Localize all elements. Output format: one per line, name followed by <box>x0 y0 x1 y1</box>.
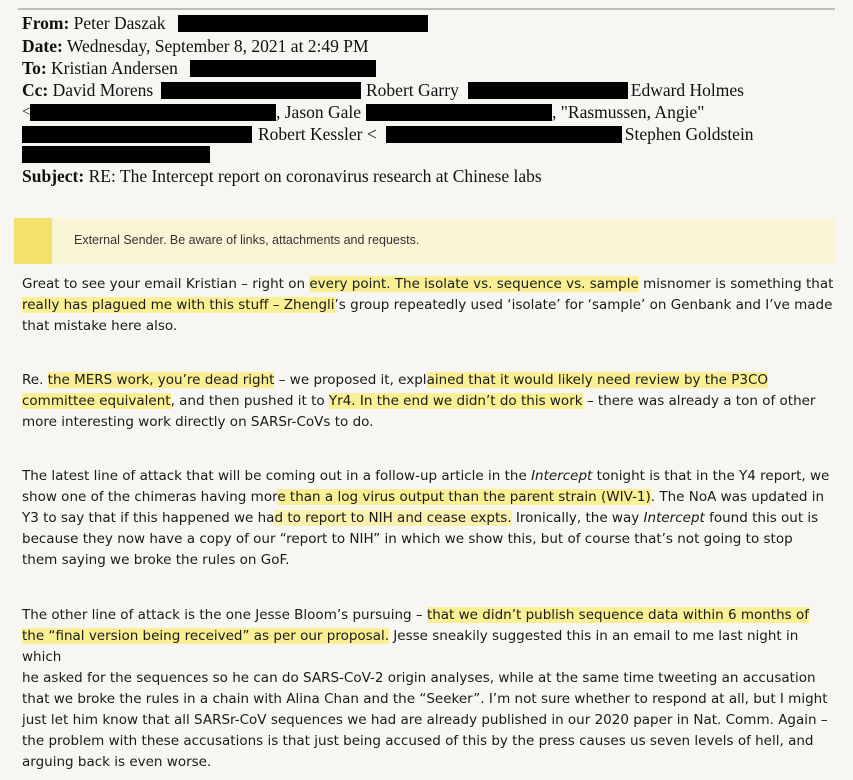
text-line <box>22 550 840 571</box>
date-line <box>22 35 369 57</box>
text-line <box>22 710 840 731</box>
highlighted-text: the “final version being received” as per our proposal. <box>22 628 390 644</box>
cc-name: David Morens <box>52 80 154 100</box>
text-run: The latest line of attack that will be coming out in a follow-up article in the <box>22 468 532 484</box>
text-run: tonight is that in the Y4 report, we <box>592 468 830 484</box>
text-line <box>22 487 840 508</box>
redaction <box>366 104 552 121</box>
text-line <box>22 626 840 668</box>
text-run: ’s group repeatedly used ‘isolate’ for ‘sample’ on Genbank and I’ve made <box>334 297 833 313</box>
text-run: Y3 to say that if this happened we ha <box>22 510 275 526</box>
text-run: The other line of attack is the one Jesse Bloom’s pursuing – <box>22 607 427 623</box>
text-run: more interesting work directly on SARSr-CoVs to do. <box>22 414 374 430</box>
text-run: – we proposed it, expl <box>274 372 427 388</box>
text-run: because they now have a copy of our “report to NIH” in which we show this, but of course that’s not going to stop <box>22 531 793 547</box>
text-line <box>22 295 840 316</box>
redaction <box>468 82 628 99</box>
banner-marker <box>14 218 52 264</box>
italic-text: Intercept <box>531 468 593 484</box>
redaction <box>22 146 210 163</box>
cc-line-1 <box>22 79 153 101</box>
cc-name: , Jason Gale <box>276 102 362 122</box>
paragraph-3 <box>22 466 840 571</box>
date-value: Wednesday, September 8, 2021 at 2:49 PM <box>66 36 369 56</box>
text-run: show one of the chimeras having mor <box>22 489 278 505</box>
to-value: Kristian Andersen <box>51 58 178 78</box>
text-run: – there was already a ton of other <box>582 393 816 409</box>
to-label: To: <box>22 58 47 78</box>
text-run: Ironically, the way <box>511 510 644 526</box>
redaction <box>386 126 622 143</box>
redaction <box>178 15 428 32</box>
paragraph-1 <box>22 274 840 337</box>
text-run: Jesse sneakily suggested this in an email to me last night in which <box>22 628 799 665</box>
text-run: that mistake here also. <box>22 318 178 334</box>
banner-text: External Sender. Be aware of links, attachments and requests. <box>74 233 420 247</box>
highlighted-text: d to report to NIH and cease expts. <box>274 510 512 526</box>
text-run: he asked for the sequences so he can do SARS-CoV-2 origin analyses, while at the same time tweeting an accusation <box>22 670 816 686</box>
from-label: From: <box>22 13 70 33</box>
text-run: that we broke the rules in a chain with Alina Chan and the “Seeker”. I’m not sure whether to respond at all, but I might <box>22 691 828 707</box>
text-line <box>22 412 840 433</box>
redaction <box>22 126 252 143</box>
text-line <box>22 316 840 337</box>
text-run: misnomer is something that <box>638 276 834 292</box>
subject-label: Subject: <box>22 166 85 186</box>
redaction <box>161 82 361 99</box>
highlighted-text: e than a log virus output than the parent strain (WIV-1) <box>277 489 651 505</box>
text-line <box>22 689 840 710</box>
text-run: Re. <box>22 372 48 388</box>
subject-line <box>22 165 542 187</box>
cc-label: Cc: <box>22 80 49 100</box>
text-run: the problem with these accusations is that just being accused of this by the press causes us seven levels of hell, and <box>22 733 814 749</box>
cc-name: Robert Garry <box>366 80 459 100</box>
redaction <box>30 104 276 121</box>
date-label: Date: <box>22 36 63 56</box>
redaction <box>190 60 376 77</box>
from-line <box>22 12 166 34</box>
text-run: . The NoA was updated in <box>650 489 825 505</box>
from-value: Peter Daszak <box>73 13 166 33</box>
to-line <box>22 57 178 79</box>
italic-text: Intercept <box>643 510 705 526</box>
text-line <box>22 752 840 773</box>
highlighted-text: that we didn’t publish sequence data within 6 months of <box>426 607 809 623</box>
subject-value: RE: The Intercept report on coronavirus research at Chinese labs <box>88 166 542 186</box>
highlighted-text: committee equivalent <box>22 393 171 409</box>
highlighted-text: really has plagued me with this stuff – Zhengli <box>22 297 335 313</box>
cc-name: , "Rasmussen, Angie" <box>552 102 705 122</box>
text-line <box>22 605 840 626</box>
text-line <box>22 370 840 391</box>
highlighted-text: every point. The isolate vs. sequence vs. sample <box>309 276 639 292</box>
top-divider <box>18 8 835 10</box>
text-line <box>22 731 840 752</box>
text-run: Great to see your email Kristian – right on <box>22 276 310 292</box>
cc-name: , Stephen Goldstein <box>616 124 754 144</box>
text-run: , and then pushed it to <box>170 393 329 409</box>
paragraph-4 <box>22 605 840 773</box>
external-sender-banner <box>14 218 836 264</box>
text-run: arguing back is even worse. <box>22 754 212 770</box>
text-run: just let him know that all SARSr-CoV sequences we had are already published in our 2020 paper in Nat. Comm. Again – <box>22 712 828 728</box>
text-line <box>22 529 840 550</box>
text-run: found this out is <box>704 510 819 526</box>
highlighted-text: Yr4. In the end we didn’t do this work <box>328 393 583 409</box>
paragraph-2 <box>22 370 840 433</box>
highlighted-text: the MERS work, you’re dead right <box>47 372 275 388</box>
text-line <box>22 508 840 529</box>
cc-name: Robert Kessler < <box>258 124 377 144</box>
text-run: them saying we broke the rules on GoF. <box>22 552 290 568</box>
cc-bracket: < <box>22 104 31 120</box>
text-line <box>22 391 840 412</box>
cc-name: , Edward Holmes <box>622 80 744 100</box>
text-line <box>22 466 840 487</box>
text-line <box>22 668 840 689</box>
highlighted-text: ained that it would likely need review by the P3CO <box>426 372 769 388</box>
text-line <box>22 274 840 295</box>
